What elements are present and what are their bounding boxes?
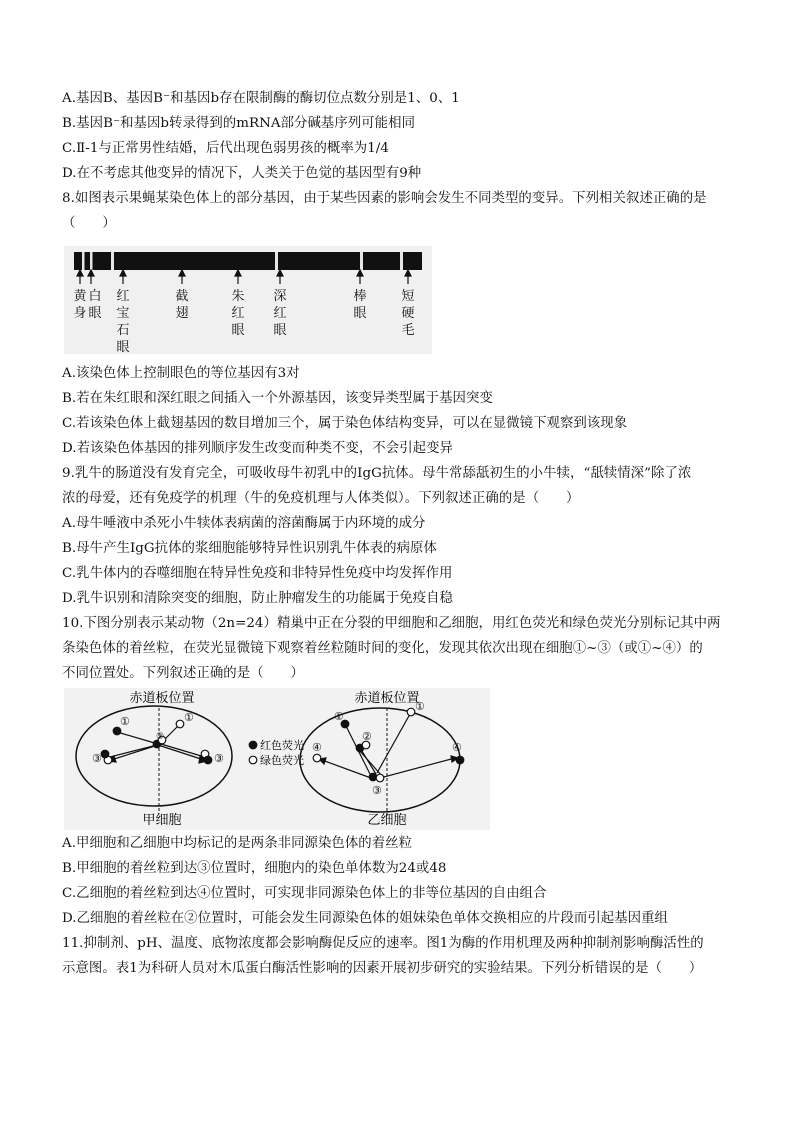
q9-option-c: C.乳牛体内的吞噬细胞在特异性免疫和非特异性免疫中均发挥作用 — [62, 566, 453, 581]
right-n4b: ④ — [452, 741, 462, 754]
q9-option-b: B.母牛产生IgG抗体的浆细胞能够特异性识别乳牛体表的病原体 — [62, 541, 437, 556]
label-char: 短 — [401, 289, 415, 304]
right-n2: ② — [362, 730, 372, 743]
q8-option-c: C.若该染色体上截翅基因的数目增加三个，属于染色体结构变异，可以在显微镜下观察到该现象 — [62, 416, 628, 431]
label-char: 红 — [116, 289, 130, 304]
q10-option-c: C.乙细胞的着丝粒到达④位置时，可实现非同源染色体上的非等位基因的自由组合 — [62, 886, 547, 901]
label-char: 红 — [231, 306, 245, 321]
legend-green: 绿色荧光 — [260, 754, 304, 767]
q10-option-b: B.甲细胞的着丝粒到达③位置时，细胞内的染色单体数为24或48 — [62, 861, 447, 876]
q10-stem-3: 不同位置处。下列叙述正确的是（ ） — [62, 666, 304, 681]
left-n1a: ① — [120, 715, 130, 728]
label-char: 翅 — [175, 306, 189, 321]
q7-option-a: A.基因B、基因B⁻和基因b存在限制酶的酶切位点数分别是1、0、1 — [62, 91, 460, 106]
left-title: 赤道板位置 — [129, 691, 195, 706]
legend-green-dot — [249, 756, 257, 764]
right-caption: 乙细胞 — [367, 813, 407, 828]
chromosome-figure — [64, 246, 432, 354]
q9-stem-1: 9.乳牛的肠道没有发育完全，可吸收母牛初乳中的IgG抗体。母牛常舔舐初生的小牛犊，“舐犊情深”除了浓 — [62, 466, 692, 481]
label-char: 白 — [88, 289, 102, 304]
left-n1b: ① — [184, 711, 194, 724]
left-n2: ② — [156, 732, 165, 742]
legend-red-dot — [249, 741, 257, 749]
label-char: 截 — [175, 289, 189, 304]
label-char: 眼 — [88, 306, 102, 321]
label-char: 红 — [273, 306, 287, 321]
label-char: 眼 — [353, 306, 367, 321]
right-n3: ③ — [372, 784, 382, 797]
legend-red: 红色荧光 — [260, 739, 304, 752]
q10-option-a: A.甲细胞和乙细胞中均标记的是两条非同源染色体的着丝粒 — [62, 836, 413, 851]
q11-stem-1: 11.抑制剂、pH、温度、底物浓度都会影响酶促反应的速率。图1为酶的作用机理及两种抑制剂影响酶活性的 — [62, 936, 704, 951]
label-char: 毛 — [401, 323, 415, 338]
q10-option-d: D.乙细胞的着丝粒在②位置时，可能会发生同源染色体的姐妹染色单体交换相应的片段而引起基因重组 — [62, 911, 668, 926]
q8-option-b: B.若在朱红眼和深红眼之间插入一个外源基因，该变异类型属于基因突变 — [62, 391, 493, 406]
left-caption: 甲细胞 — [142, 813, 182, 828]
q9-option-d: D.乳牛识别和清除突变的细胞，防止肿瘤发生的功能属于免疫自稳 — [62, 591, 453, 606]
q7-option-c: C.Ⅱ-1与正常男性结婚，后代出现色弱男孩的概率为1/4 — [62, 141, 389, 156]
q10-stem-2: 条染色体的着丝粒，在荧光显微镜下观察着丝粒随时间的变化，发现其依次出现在细胞①~③（或①~④）的 — [62, 641, 703, 656]
q9-stem-2: 浓的母爱，还有免疫学的机理（牛的免疫机理与人体类似）。下列叙述正确的是（ ） — [62, 491, 580, 506]
label-char: 眼 — [231, 323, 245, 338]
q9-option-a: A.母牛唾液中杀死小牛犊体表病菌的溶菌酶属于内环境的成分 — [62, 516, 426, 531]
label-char: 黄 — [73, 289, 87, 304]
left-n3a: ③ — [92, 752, 102, 765]
label-char: 身 — [73, 306, 87, 321]
q8-option-a: A.该染色体上控制眼色的等位基因有3对 — [62, 366, 300, 381]
q10-stem-1: 10.下图分别表示某动物（2n=24）精巢中正在分裂的甲细胞和乙细胞，用红色荧光和绿色荧光分别标记其中两 — [62, 616, 721, 631]
right-n4a: ④ — [312, 741, 322, 754]
q8-stem: 8.如图表示果蝇某染色体上的部分基因，由于某些因素的影响会发生不同类型的变异。下列相关叙述正确的是 — [62, 191, 707, 206]
q7-option-b: B.基因B⁻和基因b转录得到的mRNA部分碱基序列可能相同 — [62, 116, 416, 131]
right-title: 赤道板位置 — [354, 691, 420, 706]
label-char: 宝 — [116, 306, 130, 321]
label-char: 眼 — [273, 323, 287, 338]
left-n3b: ③ — [214, 752, 224, 765]
cell-division-figure — [64, 688, 490, 830]
q8-option-d: D.若该染色体基因的排列顺序发生改变而种类不变，不会引起变异 — [62, 441, 453, 456]
q11-stem-2: 示意图。表1为科研人员对木瓜蛋白酶活性影响的因素开展初步研究的实验结果。下列分析错误的是（ ） — [62, 961, 703, 976]
right-n1a: ① — [334, 710, 344, 723]
label-char: 眼 — [116, 340, 130, 354]
label-char: 硬 — [401, 306, 415, 321]
right-n1b: ① — [415, 700, 425, 713]
label-char: 棒 — [353, 289, 367, 304]
label-char: 深 — [273, 289, 287, 304]
q8-stem-blank: （ ） — [62, 216, 116, 231]
q7-option-d: D.在不考虑其他变异的情况下，人类关于色觉的基因型有9种 — [62, 166, 422, 181]
label-char: 朱 — [231, 289, 245, 304]
label-char: 石 — [116, 323, 130, 338]
